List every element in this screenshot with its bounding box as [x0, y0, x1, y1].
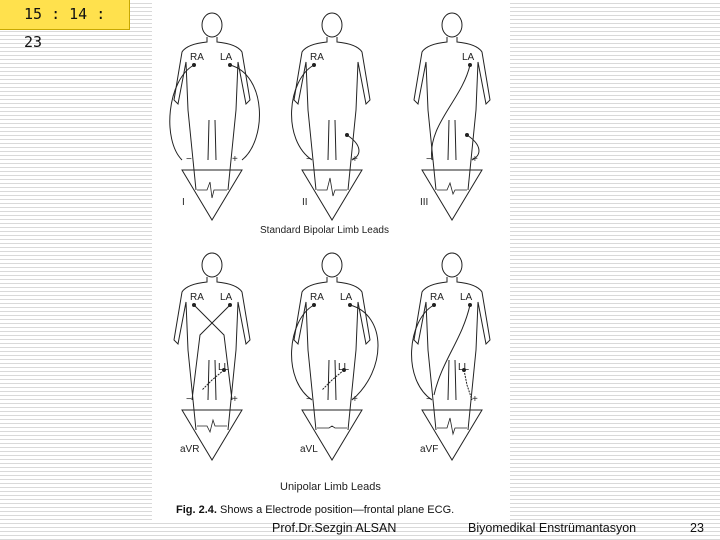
label-ra: RA [310, 52, 324, 63]
svg-text:−: − [186, 154, 192, 165]
lead-label-III: III [420, 197, 429, 208]
ecg-figure-svg [152, 0, 510, 520]
lead-panel-aVL [292, 253, 378, 460]
footer-page-number: 23 [690, 521, 704, 535]
clock-display: 15 : 14 : 23 [0, 0, 130, 30]
label-ll: LL [338, 362, 350, 373]
svg-text:+: + [472, 394, 478, 405]
lead-label-aVL: aVL [300, 444, 318, 455]
lead-label-aVR: aVR [180, 444, 200, 455]
label-la: LA [220, 52, 233, 63]
unipolar-heading: Unipolar Limb Leads [280, 481, 381, 493]
lead-label-II: II [302, 197, 308, 208]
lead-label-aVF: aVF [420, 444, 439, 455]
figure-caption [176, 504, 454, 516]
label-la: LA [460, 292, 473, 303]
svg-text:+: + [232, 394, 238, 405]
footer-author: Prof.Dr.Sezgin ALSAN [272, 521, 397, 535]
label-ra: RA [190, 52, 204, 63]
lead-panel-III [414, 13, 490, 220]
svg-text:−: − [306, 394, 312, 405]
label-ra: RA [190, 292, 204, 303]
lead-panel-I [170, 13, 260, 220]
svg-text:−: − [426, 394, 432, 405]
label-ra: RA [430, 292, 444, 303]
label-la: LA [340, 292, 353, 303]
caption-text: Shows a Electrode position—frontal plane ECG. [216, 504, 455, 516]
lead-panel-aVR [174, 253, 250, 460]
svg-text:+: + [232, 154, 238, 165]
svg-text:+: + [352, 394, 358, 405]
svg-text:−: − [186, 394, 192, 405]
ecg-electrode-figure [152, 0, 510, 520]
label-la: LA [220, 292, 233, 303]
label-ra: RA [310, 292, 324, 303]
bipolar-heading: Standard Bipolar Limb Leads [260, 225, 389, 236]
svg-text:−: − [426, 154, 432, 165]
svg-text:−: − [306, 154, 312, 165]
caption-label: Fig. 2.4. [176, 504, 217, 516]
svg-text:+: + [472, 154, 478, 165]
label-ll: LL [218, 362, 230, 373]
lead-panel-aVF [412, 253, 490, 460]
footer-course: Biyomedikal Enstrümantasyon [468, 521, 637, 535]
svg-text:+: + [352, 154, 358, 165]
lead-panel-II [292, 13, 370, 220]
label-la: LA [462, 52, 475, 63]
label-ll: LL [458, 362, 470, 373]
lead-label-I: I [182, 197, 185, 208]
